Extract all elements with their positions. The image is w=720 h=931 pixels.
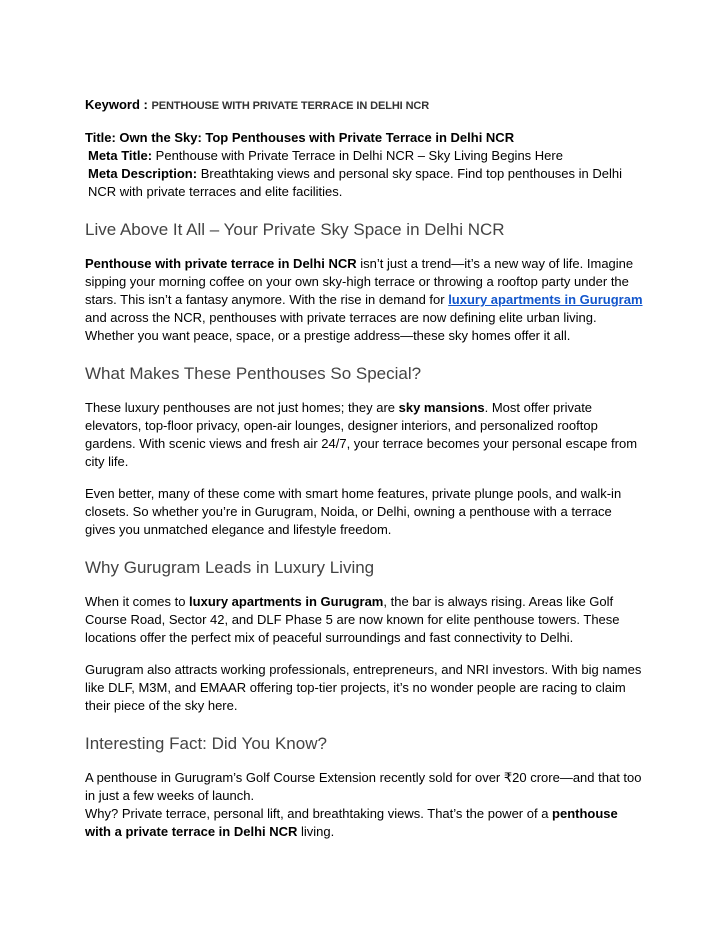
paragraph-text: isn’t just a trend—it’s a new way of life. Imagine sipping your morning coffee on your own sky-high terrace or throwing a rooftop party under the stars. This isn’t a fantasy anymore. With the rise in demand for [85,256,634,307]
paragraph [85,399,645,471]
paragraph-text: and across the NCR, penthouses with private terraces are now defining elite urban living. Whether you want peace, space, or a prestige address—these sky homes offer it all. [85,310,597,343]
document-content [85,96,645,859]
paragraph-text: When it comes to [85,594,190,609]
bold-phrase: luxury apartments in Gurugram [189,594,384,609]
meta-title-line [85,147,645,165]
section-heading: Interesting Fact: Did You Know? [85,734,327,753]
section-live-above [85,219,645,345]
paragraph: A penthouse in Gurugram’s Golf Course Extension recently sold for over ₹20 crore—and that too in just a few weeks of launch. [85,770,642,803]
meta-title-value: Penthouse with Private Terrace in Delhi NCR – Sky Living Begins Here [152,148,563,163]
meta-title-label: Meta Title: [88,148,153,163]
paragraph-text: These luxury penthouses are not just homes; they are [85,400,399,415]
paragraph-text: living. [297,824,335,839]
paragraph-text: Why? Private terrace, personal lift, and breathtaking views. That’s the power of a [85,806,553,821]
bold-phrase: penthouse with a private terrace in Delhi NCR [85,806,618,839]
section-interesting-fact [85,733,645,841]
paragraph-text: , the bar is always rising. Areas like Golf Course Road, Sector 42, and DLF Phase 5 are now known for elite penthouse towers. These locations offer the perfect mix of peaceful surroundings and fast connectivity to Delhi. [85,594,620,645]
title-block [85,129,645,201]
paragraph [85,805,645,841]
keyword-line [85,96,645,115]
keyword-value: PENTHOUSE WITH PRIVATE TERRACE IN DELHI NCR [151,100,430,112]
luxury-apartments-link[interactable]: luxury apartments in Gurugram [448,292,643,307]
section-heading: What Makes These Penthouses So Special? [85,364,422,383]
keyword-label: Keyword : [85,97,152,112]
section-why-gurugram [85,557,645,715]
bold-phrase: Penthouse with private terrace in Delhi NCR [85,256,357,271]
meta-description-label: Meta Description: [88,166,198,181]
document-title-text: Title: Own the Sky: Top Penthouses with Private Terrace in Delhi NCR [85,130,515,145]
meta-description-value: Breathtaking views and personal sky space. Find top penthouses in Delhi NCR with private terraces and elite facilities. [88,166,622,199]
paragraph-text: . Most offer private elevators, top-floor privacy, open-air lounges, designer interiors, and personalized rooftop gardens. With scenic views and fresh air 24/7, your terrace becomes your personal escape from city life. [85,400,638,469]
paragraph: Even better, many of these come with smart home features, private plunge pools, and walk-in closets. So whether you’re in Gurugram, Noida, or Delhi, owning a penthouse with a terrace gives you unmatched elegance and lifestyle freedom. [85,486,622,537]
paragraph [85,255,645,345]
meta-description-line [85,165,645,201]
section-what-makes-special [85,363,645,539]
bold-phrase: sky mansions [398,400,485,415]
paragraph: Gurugram also attracts working professionals, entrepreneurs, and NRI investors. With big names like DLF, M3M, and EMAAR offering top-tier projects, it’s no wonder people are racing to claim their piece of the sky here. [85,662,642,713]
paragraph [85,593,645,647]
document-title [85,129,645,147]
section-heading: Live Above It All – Your Private Sky Space in Delhi NCR [85,220,505,239]
section-heading: Why Gurugram Leads in Luxury Living [85,558,375,577]
